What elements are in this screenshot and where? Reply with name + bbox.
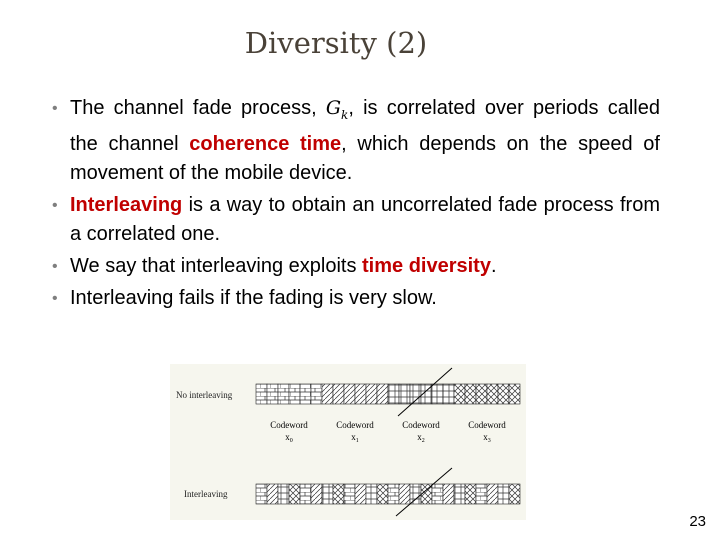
codeword-symbol-cell [465, 484, 476, 504]
bullet-1 [52, 94, 660, 188]
codeword-symbol-cell [509, 384, 520, 404]
slide-title: Diversity (2) [244, 26, 428, 60]
highlight-term: time diversity [362, 254, 491, 277]
codeword-symbol-cell [454, 484, 465, 504]
bullet-list [52, 94, 660, 316]
codeword-symbol-cell [311, 384, 322, 404]
math-symbol [325, 97, 349, 122]
codeword-symbol-cell [355, 384, 366, 404]
codeword-symbol-cell [465, 384, 476, 404]
codeword-symbol-cell [256, 384, 267, 404]
codeword-symbol-cell [289, 484, 300, 504]
codeword-symbol-cell [432, 384, 443, 404]
math-subscript: k [341, 107, 349, 122]
codeword-symbol: $x_1$ [351, 432, 359, 444]
codeword-label: Codeword [402, 420, 440, 430]
codeword-symbol-cell [498, 384, 509, 404]
codeword-symbol-cell [355, 484, 366, 504]
codeword-symbol-cell [487, 384, 498, 404]
codeword-row-no-interleaving [256, 384, 520, 404]
codeword-symbol: $x_3$ [483, 432, 491, 444]
codeword-symbol-cell [399, 484, 410, 504]
codeword-symbol-cell [278, 384, 289, 404]
codeword-symbol-cell [311, 484, 322, 504]
codeword-symbol-cell [498, 484, 509, 504]
codeword-symbol-cell [344, 484, 355, 504]
codeword-symbol-cell [487, 484, 498, 504]
codeword-symbol-cell [388, 384, 399, 404]
codeword-symbol-cell [322, 484, 333, 504]
bullet-2 [52, 191, 660, 249]
highlight-term: coherence time [189, 132, 342, 155]
codeword-symbol-cell [399, 384, 410, 404]
bullet-text: is a way to obtain an uncorrelated fade process from a correlated one. [70, 193, 660, 245]
codeword-symbol-cell [300, 484, 311, 504]
interleaving-diagram [170, 364, 526, 520]
codeword-symbol-cell [443, 384, 454, 404]
codeword-symbol-cell [366, 384, 377, 404]
interleaving-figure [170, 364, 526, 520]
codeword-symbol-cell [454, 384, 465, 404]
bullet-4 [52, 284, 660, 313]
codeword-symbol-cell [443, 484, 454, 504]
bullet-text: . [490, 254, 497, 277]
codeword-symbol-cell [267, 384, 278, 404]
codeword-symbol-cell [476, 484, 487, 504]
codeword-symbol-cell [333, 384, 344, 404]
codeword-symbol-cell [410, 484, 421, 504]
codeword-symbol: $x_2$ [417, 432, 425, 444]
codeword-symbol: $x_0$ [285, 432, 293, 444]
math-base: G [325, 97, 342, 119]
codeword-symbol-cell [509, 484, 520, 504]
bullet-3 [52, 252, 660, 281]
codeword-label: Codeword [468, 420, 506, 430]
codeword-label: Codeword [336, 420, 374, 430]
codeword-symbol-cell [289, 384, 300, 404]
codeword-symbol-cell [377, 384, 388, 404]
bullet-text: The channel fade process, [70, 97, 326, 119]
page-number: 23 [689, 513, 706, 530]
codeword-symbol-cell [333, 484, 344, 504]
codeword-label: Codeword [270, 420, 308, 430]
interleaving-label: Interleaving [184, 489, 228, 499]
bullet-text: , is correlated over periods called the channel [70, 97, 661, 155]
codeword-symbol-cell [476, 384, 487, 404]
codeword-symbol-cell [256, 484, 267, 504]
codeword-symbol-cell [432, 484, 443, 504]
bullet-text: Interleaving fails if the fading is very slow. [70, 286, 437, 309]
codeword-symbol-cell [300, 384, 311, 404]
codeword-symbol-cell [344, 384, 355, 404]
codeword-row-interleaving [256, 484, 520, 504]
highlight-term: Interleaving [70, 193, 183, 216]
codeword-symbol-cell [278, 484, 289, 504]
bullet-dot-icon: • [52, 196, 58, 214]
codeword-symbol-cell [366, 484, 377, 504]
codeword-symbol-cell [267, 484, 278, 504]
bullet-dot-icon: • [52, 257, 58, 275]
bullet-text: We say that interleaving exploits [70, 254, 363, 277]
codeword-symbol-cell [322, 384, 333, 404]
bullet-dot-icon: • [52, 100, 58, 117]
bullet-text: , which depends on the speed of movement of the mobile device. [70, 132, 660, 184]
codeword-symbol-cell [377, 484, 388, 504]
no-interleaving-label: No interleaving [176, 390, 233, 400]
bullet-dot-icon: • [52, 289, 58, 307]
codeword-symbol-cell [388, 484, 399, 504]
